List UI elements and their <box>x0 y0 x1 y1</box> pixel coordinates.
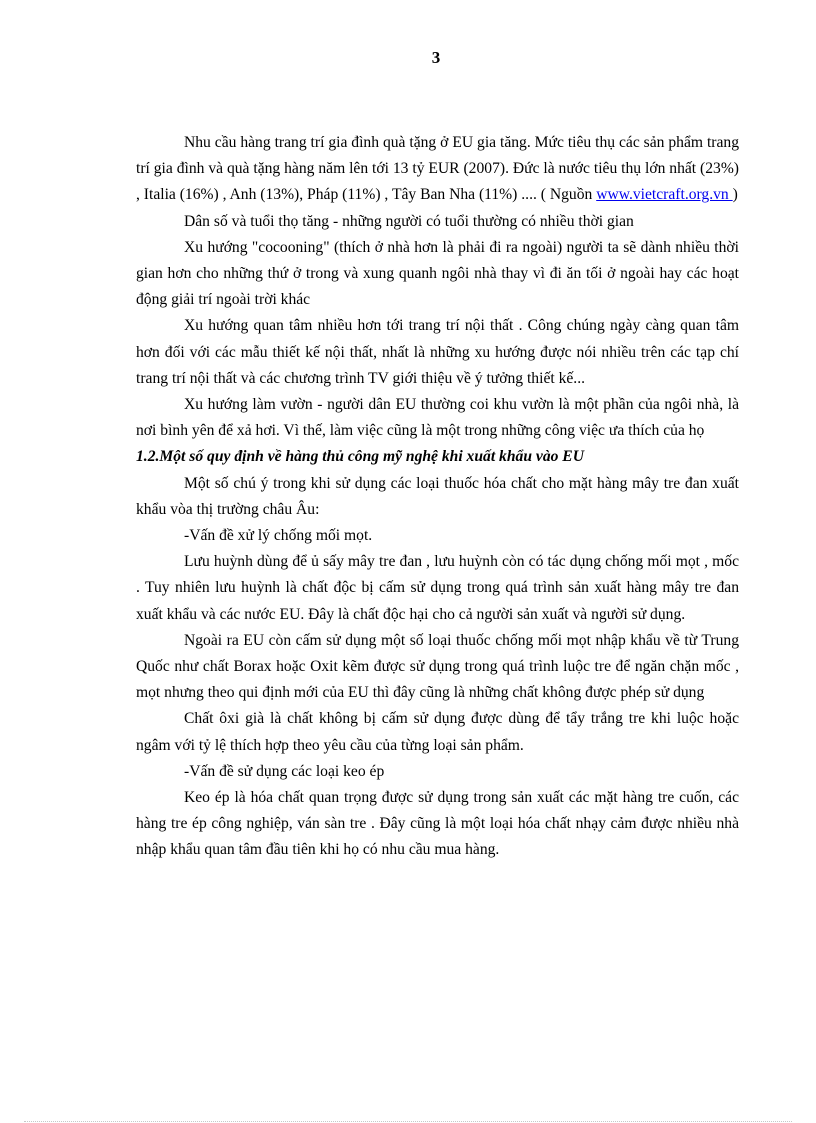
paragraph-text: Nhu cầu hàng trang trí gia đình quà tặng ở EU gia tăng. Mức tiêu thụ các sản phẩm trang trí gia đình và quà tặng hàng năm lên tới 13 tỷ EUR (2007). Đức là nước tiêu thụ lớn nhất (23%) , Italia (16%) , Anh (13%), Pháp (11%) , Tây Ban Nha (11%) .... ( Nguồn <box>136 134 739 204</box>
paragraph-text: ) <box>732 186 738 204</box>
footer-divider <box>24 1121 792 1122</box>
paragraph-borax: Ngoài ra EU còn cấm sử dụng một số loại thuốc chống mối mọt nhập khẩu về từ Trung Quốc như chất Borax hoặc Oxit kẽm được sử dụng trong quá trình luộc tre để ngăn chặn mốc , mọt nhưng theo qui định mới của EU thì đây cũng là những chất không được phép sử dụng <box>136 631 739 702</box>
section-heading: 1.2.Một số quy định về hàng thủ công mỹ nghệ khi xuất khẩu vào EU <box>136 448 584 466</box>
paragraph-cocooning: Xu hướng "cocooning" (thích ở nhà hơn là phải đi ra ngoài) người ta sẽ dành nhiều thời gian hơn cho những thứ ở trong và xung quanh ngôi nhà thay vì đi ăn tối ở ngoài hay các hoạt động giải trí ngoài trời khác <box>136 238 739 309</box>
document-body <box>136 130 739 864</box>
paragraph-termite-issue: -Vấn đề xử lý chống mối mọt. <box>184 527 373 545</box>
page-number: 3 <box>431 48 441 67</box>
paragraph-sulfur: Lưu huỳnh dùng để ủ sấy mây tre đan , lưu huỳnh còn có tác dụng chống mối mọt , mốc . Tuy nhiên lưu huỳnh là chất độc bị cấm sử dụng trong quá trình sản xuất hàng mây tre đan xuất khẩu và các nước EU. Đây là chất độc hại cho cả người sản xuất và người sử dụng. <box>136 553 739 623</box>
paragraph-glue: Keo ép là hóa chất quan trọng được sử dụng trong sản xuất các mặt hàng tre cuốn, các hàng tre ép công nghiệp, ván sàn tre . Đây cũng là một loại hóa chất nhạy cảm được nhiều nhà nhập khẩu quan tâm đầu tiên khi họ có nhu cầu mua hàng. <box>136 789 739 859</box>
paragraph-glue-issue: -Vấn đề sử dụng các loại keo ép <box>184 762 385 780</box>
paragraph-chemicals-intro: Một số chú ý trong khi sử dụng các loại thuốc hóa chất cho mặt hàng mây tre đan xuất khẩu vòa thị trường châu Âu: <box>136 474 739 518</box>
paragraph-eu-demand <box>136 130 739 209</box>
source-link[interactable]: www.vietcraft.org.vn <box>596 186 733 204</box>
paragraph-gardening: Xu hướng làm vườn - người dân EU thường coi khu vườn là một phần của ngôi nhà, là nơi bình yên để xả hơi. Vì thế, làm việc cũng là một trong những công việc ưa thích của họ <box>136 396 739 440</box>
paragraph-peroxide: Chất ôxi già là chất không bị cấm sử dụng được dùng để tẩy trắng tre khi luộc hoặc ngâm với tỷ lệ thích hợp theo yêu cầu của từng loại sản phẩm. <box>136 710 739 754</box>
paragraph-population: Dân số và tuổi thọ tăng - những người có tuổi thường có nhiều thời gian <box>184 212 634 230</box>
paragraph-interior: Xu hướng quan tâm nhiều hơn tới trang trí nội thất . Công chúng ngày càng quan tâm hơn đối với các mẫu thiết kế nội thất, nhất là những xu hướng được nói nhiều trên các tạp chí trang trí nội thất và các chương trình TV giới thiệu về ý tưởng thiết kế... <box>136 317 739 387</box>
